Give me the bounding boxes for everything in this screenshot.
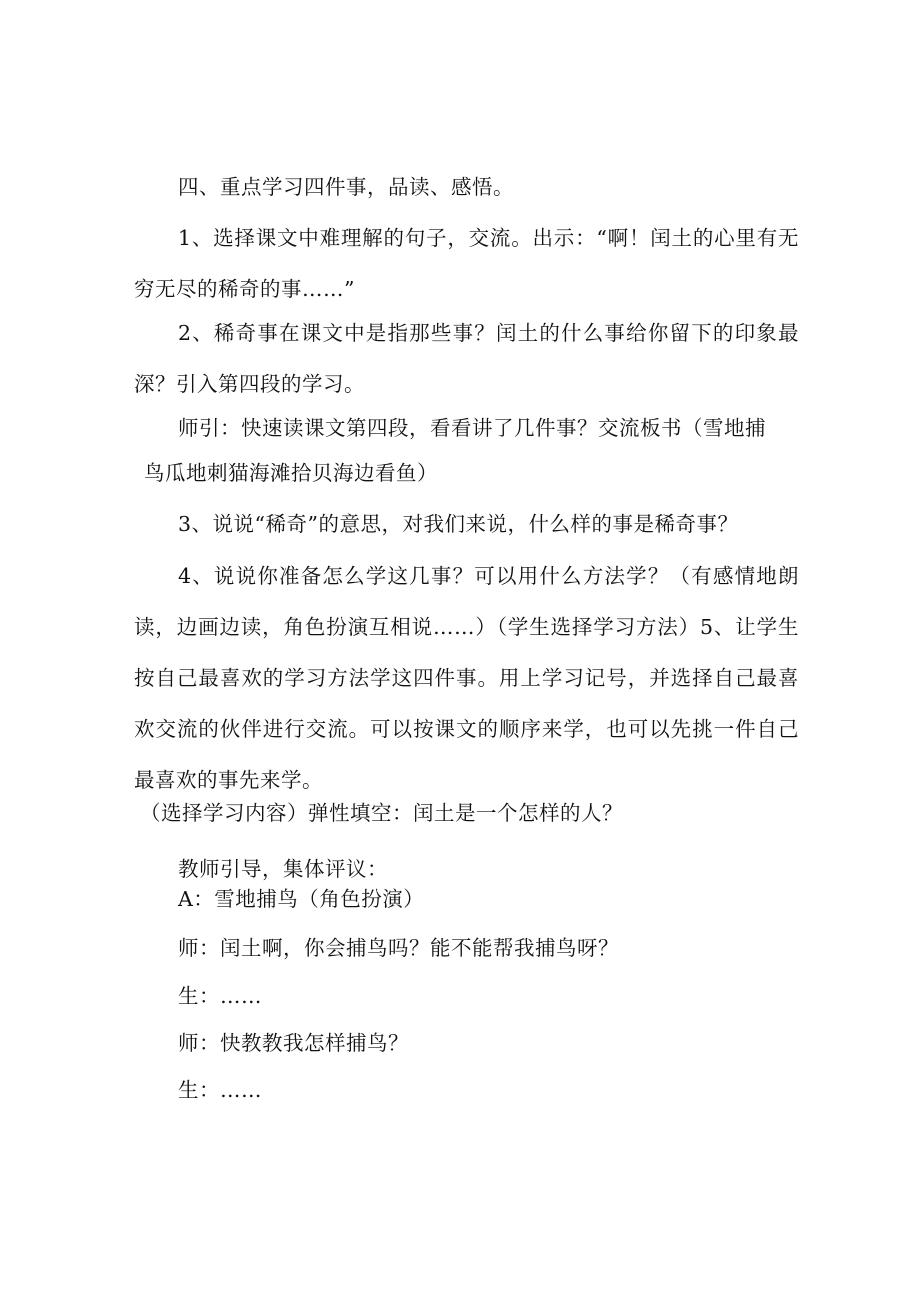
paragraph-4: 3、说说“稀奇”的意思，对我们来说，什么样的事是稀奇事？: [178, 512, 739, 536]
paragraph-2: 2、稀奇事在课文中是指那些事？闰土的什么事给你留下的印象最深？引入第四段的学习。: [134, 321, 799, 396]
paragraph-3-line-1: 师引：快速读课文第四段，看看讲了几件事？交流板书（雪地捕: [178, 416, 766, 440]
section-a-line: A：雪地捕鸟（角色扮演）: [178, 887, 425, 911]
section-heading: 四、重点学习四件事，品读、感悟。: [178, 175, 514, 199]
dialog-line-3: 师：快教教我怎样捕鸟？: [178, 1031, 409, 1055]
paragraph-3-line-2: 鸟瓜地刺猫海滩拾贝海边看鱼）: [144, 461, 438, 485]
dialog-line-4: 生：……: [178, 1078, 262, 1102]
paragraph-5: 4、说说你准备怎么学这几事？可以用什么方法学？（有感情地朗读，边画边读，角色扮演互相说……）（学生选择学习方法）5、让学生按自己最喜欢的学习方法学这四件事。用上学习记号，并选择自己最喜欢交流的伙伴进行交流。可以按课文的顺序来学，也可以先挑一件自己最喜欢的事先来学。: [134, 564, 799, 792]
paragraph-1: 1、选择课文中难理解的句子，交流。出示：“啊！闰土的心里有无穷无尽的稀奇的事……”: [134, 226, 799, 301]
paragraph-6: （选择学习内容）弹性填空：闰土是一个怎样的人？: [140, 801, 623, 825]
teacher-guide-line: 教师引导，集体评议：: [178, 857, 388, 881]
dialog-line-1: 师：闰土啊，你会捕鸟吗？能不能帮我捕鸟呀？: [178, 936, 619, 960]
dialog-line-2: 生：……: [178, 984, 262, 1008]
